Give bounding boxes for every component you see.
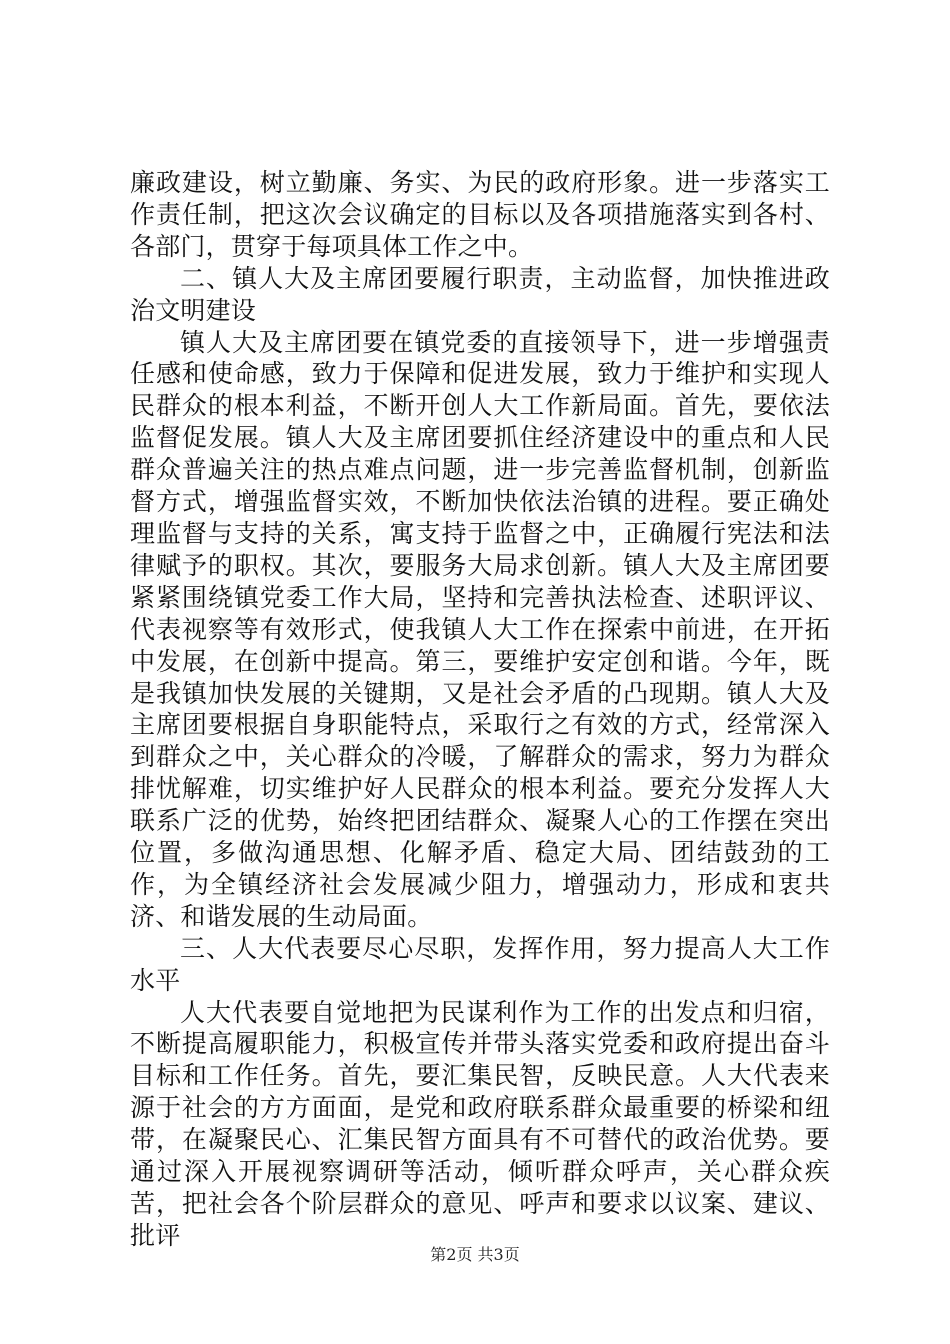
document-body bbox=[130, 167, 830, 1252]
section-heading-2: 二、镇人大及主席团要履行职责，主动监督，加快推进政治文明建设 bbox=[130, 263, 830, 325]
paragraph-section-2: 镇人大及主席团要在镇党委的直接领导下，进一步增强责任感和使命感，致力于保障和促进发展，致力于维护和实现人民群众的根本利益，不断开创人大工作新局面。首先，要依法监督促发展。镇人大及主席团要抓住经济建设中的重点和人民群众普遍关注的热点难点问题，进一步完善监督机制，创新监督方式，增强监督实效，不断加快依法治镇的进程。要正确处理监督与支持的关系，寓支持于监督之中，正确履行宪法和法律赋予的职权。其次，要服务大局求创新。镇人大及主席团要紧紧围绕镇党委工作大局，坚持和完善执法检查、述职评议、代表视察等有效形式，使我镇人大工作在探索中前进，在开拓中发展，在创新中提高。第三，要维护安定创和谐。今年，既是我镇加快发展的关键期，又是社会矛盾的凸现期。镇人大及主席团要根据自身职能特点，采取行之有效的方式，经常深入到群众之中，关心群众的冷暖，了解群众的需求，努力为群众排忧解难，切实维护好人民群众的根本利益。要充分发挥人大联系广泛的优势，始终把团结群众、凝聚人心的工作摆在突出位置，多做沟通思想、化解矛盾、稳定大局、团结鼓劲的工作，为全镇经济社会发展减少阻力，增强动力，形成和衷共济、和谐发展的生动局面。 bbox=[130, 327, 830, 931]
section-heading-3: 三、人大代表要尽心尽职，发挥作用，努力提高人大工作水平 bbox=[130, 933, 830, 995]
paragraph-section-3: 人大代表要自觉地把为民谋利作为工作的出发点和归宿，不断提高履职能力，积极宣传并带头落实党委和政府提出奋斗目标和工作任务。首先，要汇集民智，反映民意。人大代表来源于社会的方方面面，是党和政府联系群众最重要的桥梁和纽带，在凝聚民心、汇集民智方面具有不可替代的政治优势。要通过深入开展视察调研等活动，倾听群众呼声，关心群众疾苦，把社会各个阶层群众的意见、呼声和要求以议案、建议、批评 bbox=[130, 997, 830, 1250]
paragraph-continuation: 廉政建设，树立勤廉、务实、为民的政府形象。进一步落实工作责任制，把这次会议确定的目标以及各项措施落实到各村、各部门，贯穿于每项具体工作之中。 bbox=[130, 168, 830, 261]
page-number-footer: 第2页 共3页 bbox=[430, 1245, 520, 1264]
